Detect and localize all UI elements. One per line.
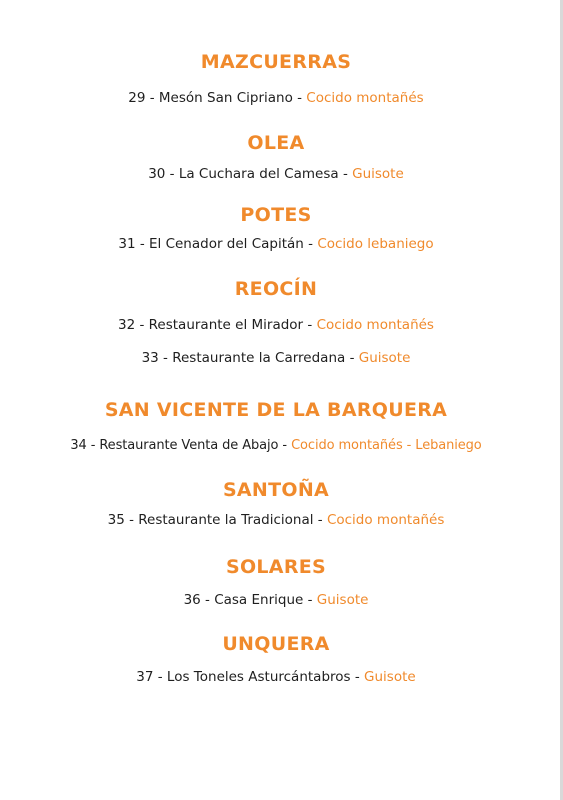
- restaurant-name: 33 - Restaurante la Carredana -: [141, 350, 359, 366]
- restaurant-name: 34 - Restaurante Venta de Abajo -: [70, 438, 292, 453]
- dish-name: Cocido lebaniego: [317, 236, 434, 252]
- restaurant-entry-37: [0, 668, 552, 686]
- restaurant-name: 29 - Mesón San Cipriano -: [128, 90, 307, 106]
- restaurant-entry-32: [0, 316, 552, 334]
- town-heading-san-vicente-de-la-barquera: SAN VICENTE DE LA BARQUERA: [104, 399, 448, 421]
- town-heading-solares: SOLARES: [225, 556, 327, 578]
- restaurant-name: 36 - Casa Enrique -: [183, 592, 317, 608]
- dish-name: Cocido montañés: [316, 317, 434, 333]
- town-heading-mazcuerras: MAZCUERRAS: [200, 51, 352, 73]
- town-heading-unquera: UNQUERA: [222, 633, 330, 655]
- dish-name: Guisote: [352, 166, 404, 182]
- town-heading-olea: OLEA: [247, 132, 305, 154]
- restaurant-entry-29: [0, 89, 552, 107]
- restaurant-entry-33: [0, 349, 552, 367]
- restaurant-entry-30: [0, 165, 552, 183]
- restaurant-entry-35: [0, 511, 552, 529]
- restaurant-name: 37 - Los Toneles Asturcántabros -: [136, 669, 365, 685]
- dish-name: Cocido montañés: [326, 512, 445, 528]
- restaurant-name: 31 - El Cenador del Capitán -: [118, 236, 318, 252]
- dish-name: Guisote: [364, 669, 416, 685]
- dish-name: Guisote: [316, 592, 369, 608]
- town-heading-reocin: REOCÍN: [234, 278, 318, 300]
- dish-name: Guisote: [358, 350, 411, 366]
- restaurant-entry-31: [0, 235, 552, 253]
- dish-name: Cocido montañés - Lebaniego: [291, 438, 482, 453]
- restaurant-entry-34: [0, 437, 552, 455]
- restaurant-name: 30 - La Cuchara del Camesa -: [148, 166, 353, 182]
- restaurant-name: 35 - Restaurante la Tradicional -: [107, 512, 327, 528]
- dish-name: Cocido montañés: [306, 90, 424, 106]
- town-heading-santona: SANTOÑA: [222, 479, 330, 501]
- restaurant-entry-36: [0, 591, 552, 609]
- town-heading-potes: POTES: [240, 204, 312, 226]
- restaurant-name: 32 - Restaurante el Mirador -: [118, 317, 317, 333]
